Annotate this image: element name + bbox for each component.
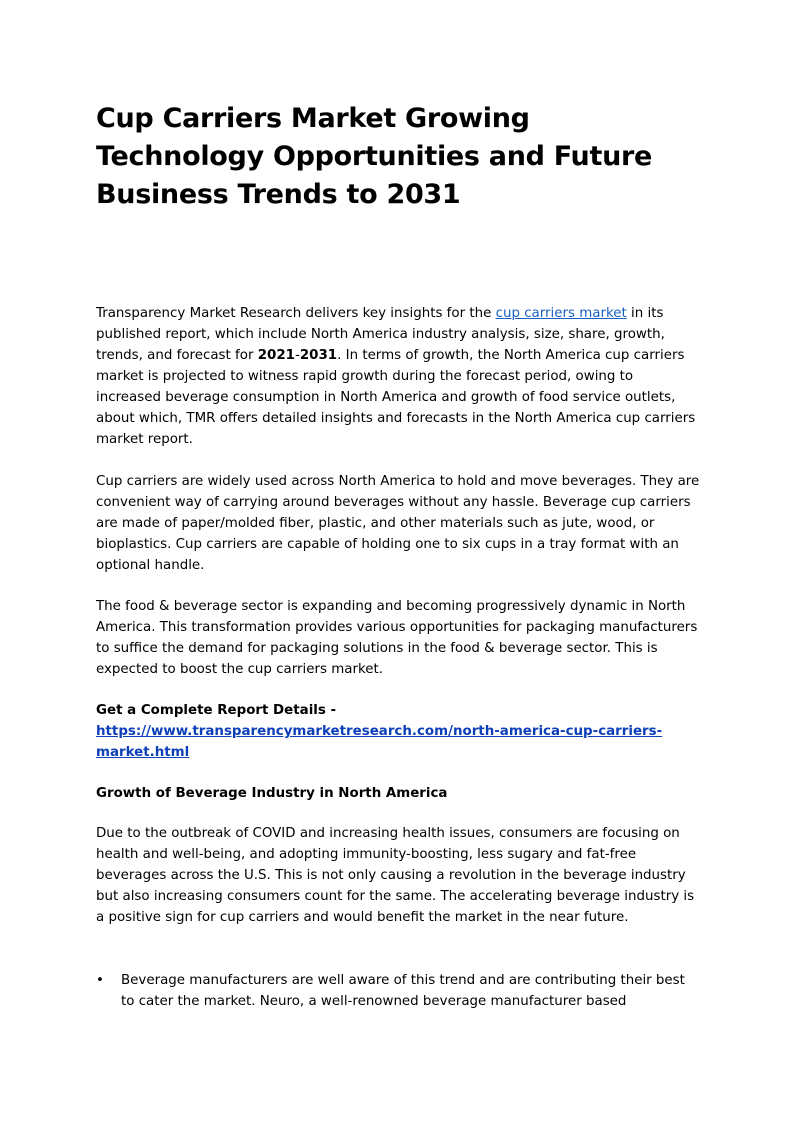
food-beverage-paragraph: The food & beverage sector is expanding and becoming progressively dynamic in North America. This transformation provides various opportunities for packaging manufacturers to suffice the demand for packaging solutions in the food & beverage sector. This is expected to boost the cup carriers market. — [96, 599, 698, 677]
intro-paragraph — [96, 303, 702, 450]
report-details — [96, 700, 702, 763]
intro-text-middle: in its published report, which include North America industry analysis, size, share, growth, trends, and forecast for — [96, 306, 665, 363]
report-details-label: Get a Complete Report Details - — [96, 703, 337, 718]
intro-text-start: Transparency Market Research delivers key insights for the — [96, 306, 496, 321]
document-title: Cup Carriers Market Growing Technology Opportunities and Future Business Trends to 2031 — [96, 103, 653, 210]
forecast-start-year: 2021 — [257, 348, 295, 363]
section-heading: Growth of Beverage Industry in North America — [96, 786, 448, 801]
bullet-list — [96, 970, 702, 1012]
bullet-marker: • — [96, 973, 104, 988]
list-item — [96, 970, 702, 1012]
covid-paragraph: Due to the outbreak of COVID and increasing health issues, consumers are focusing on health and well-being, and adopting immunity-boosting, less sugary and fat-free beverages across the U.S. This is not only causing a revolution in the beverage industry but also increasing consumers count for the same. The accelerating beverage industry is a positive sign for cup carriers and would benefit the market in the near future. — [96, 826, 695, 925]
forecast-end-year: 2031 — [299, 348, 338, 363]
cup-carriers-market-link[interactable]: cup carriers market — [495, 306, 627, 321]
bullet-text: Beverage manufacturers are well aware of this trend and are contributing their best to cater the market. Neuro, a well-renowned beverage manufacturer based — [121, 973, 685, 1009]
cup-carriers-paragraph: Cup carriers are widely used across North America to hold and move beverages. They are convenient way of carrying around beverages without any hassle. Beverage cup carriers are made of paper/molded fiber, plastic, and other materials such as jute, wood, or bioplastics. Cup carriers are capable of holding one to six cups in a tray format with an optional handle. — [96, 474, 700, 573]
intro-text-end: . In terms of growth, the North America cup carriers market is projected to witness rapid growth during the forecast period, owing to increased beverage consumption in North America and growth of food service outlets, about which, TMR offers detailed insights and forecasts in the North America cup carriers market report. — [96, 348, 696, 447]
year-dash: - — [294, 348, 300, 363]
report-url-link[interactable]: https://www.transparencymarketresearch.com/north-america-cup-carriers-market.html — [96, 724, 663, 760]
